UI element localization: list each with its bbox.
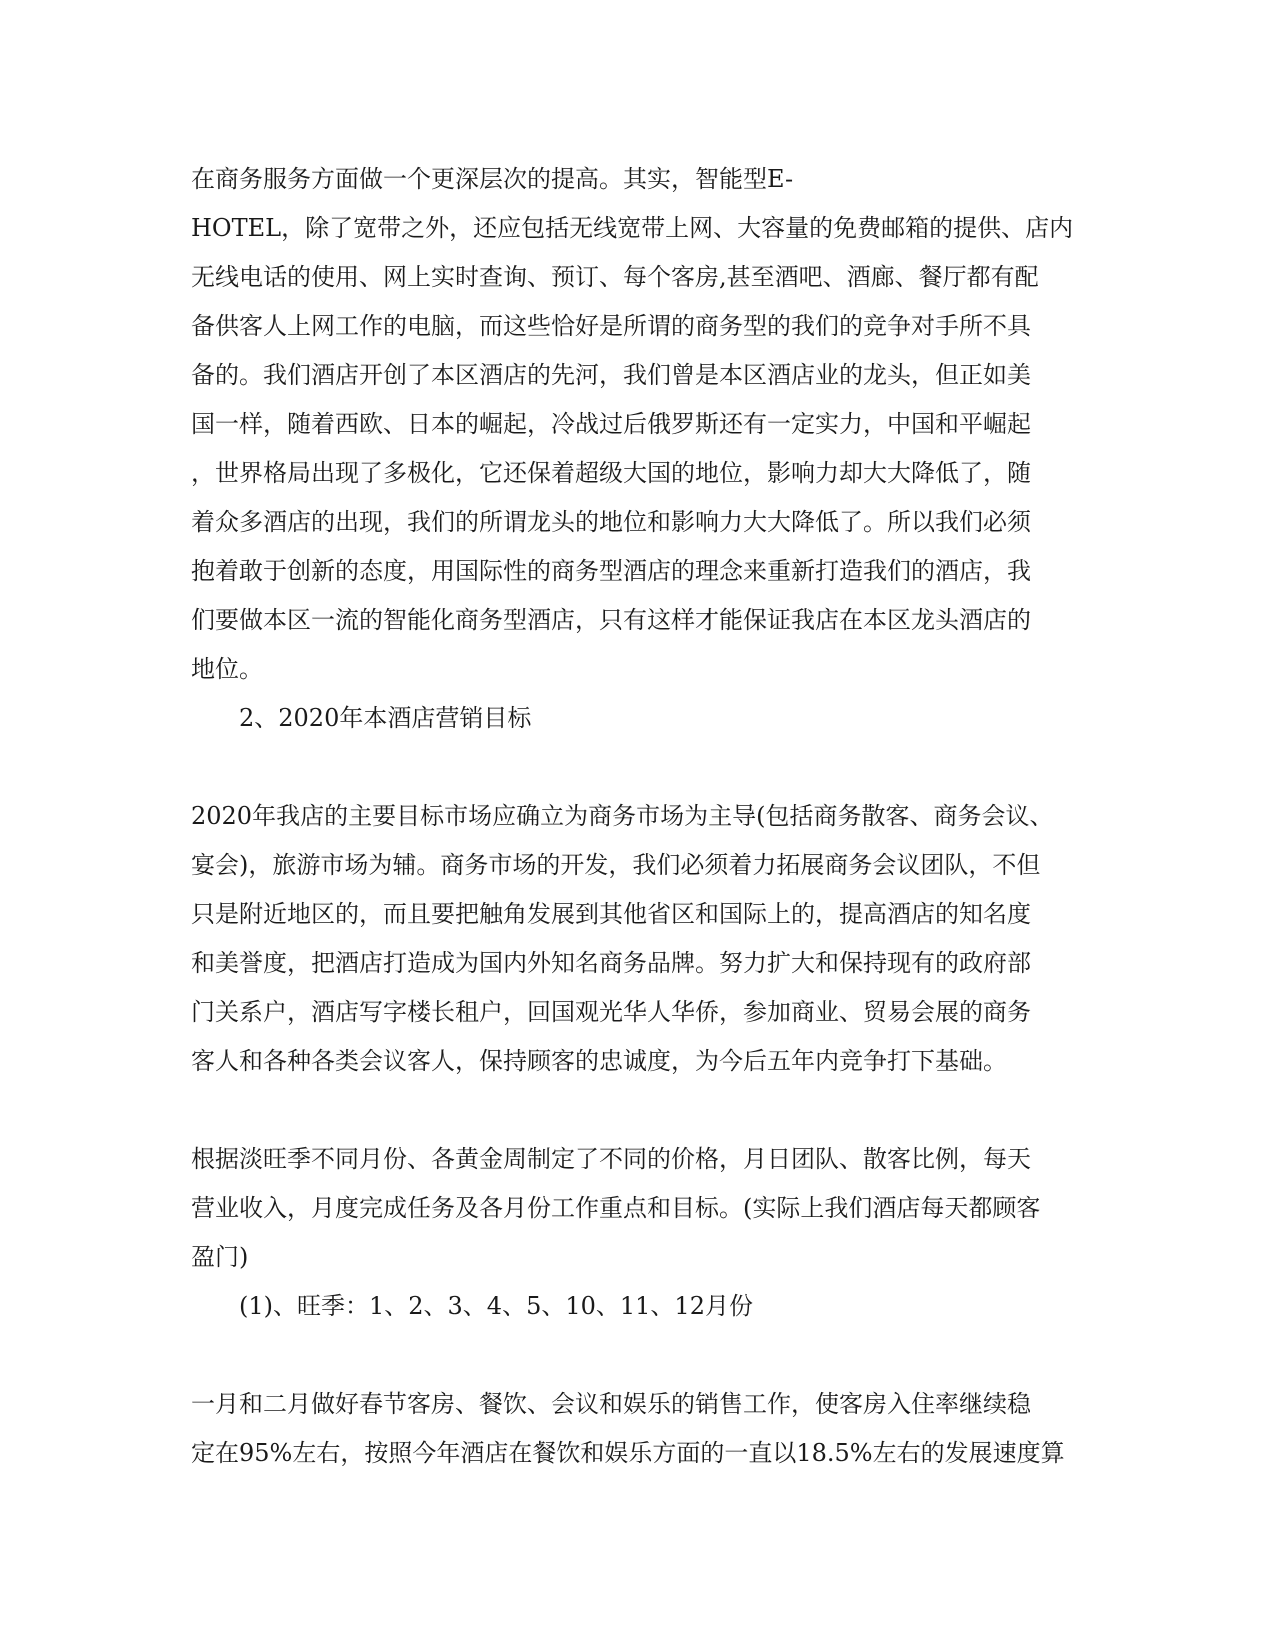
paragraph-gap bbox=[191, 743, 1084, 792]
text-line: 抱着敢于创新的态度，用国际性的商务型酒店的理念来重新打造我们的酒店，我 bbox=[191, 557, 1031, 585]
paragraph-smart-hotel bbox=[191, 155, 1084, 694]
text-line: ，世界格局出现了多极化，它还保着超级大国的地位，影响力却大大降低了，随 bbox=[191, 459, 1031, 487]
text-line: 和美誉度，把酒店打造成为国内外知名商务品牌。努力扩大和保持现有的政府部 bbox=[191, 949, 1031, 977]
text-line: 们要做本区一流的智能化商务型酒店，只有这样才能保证我店在本区龙头酒店的 bbox=[191, 606, 1031, 634]
text-line: 无线电话的使用、网上实时查询、预订、每个客房,甚至酒吧、酒廊、餐厅都有配 bbox=[191, 263, 1039, 291]
text-line: 门关系户，酒店写字楼长租户，回国观光华人华侨，参加商业、贸易会展的商务 bbox=[191, 998, 1031, 1026]
document-body bbox=[191, 155, 1084, 1478]
section-heading-marketing-goals: 2、2020年本酒店营销目标 bbox=[239, 704, 532, 732]
text-line: 地位。 bbox=[191, 655, 263, 683]
text-line: 根据淡旺季不同月份、各黄金周制定了不同的价格，月日团队、散客比例，每天 bbox=[191, 1145, 1031, 1173]
text-line: 备供客人上网工作的电脑，而这些恰好是所谓的商务型的我们的竞争对手所不具 bbox=[191, 312, 1031, 340]
paragraph-jan-feb bbox=[191, 1380, 1084, 1478]
text-line: 盈门) bbox=[191, 1243, 249, 1271]
text-line: 一月和二月做好春节客房、餐饮、会议和娱乐的销售工作，使客房入住率继续稳 bbox=[191, 1390, 1031, 1418]
text-line: 备的。我们酒店开创了本区酒店的先河，我们曾是本区酒店业的龙头，但正如美 bbox=[191, 361, 1031, 389]
text-line: 着众多酒店的出现，我们的所谓龙头的地位和影响力大大降低了。所以我们必须 bbox=[191, 508, 1031, 536]
text-line: HOTEL，除了宽带之外，还应包括无线宽带上网、大容量的免费邮箱的提供、店内 bbox=[191, 214, 1074, 242]
text-line: 2020年我店的主要目标市场应确立为商务市场为主导(包括商务散客、商务会议、 bbox=[191, 802, 1054, 830]
paragraph-pricing bbox=[191, 1135, 1084, 1282]
paragraph-target-market bbox=[191, 792, 1084, 1086]
text-line: 定在95%左右，按照今年酒店在餐饮和娱乐方面的一直以18.5%左右的发展速度算 bbox=[191, 1439, 1065, 1467]
paragraph-gap bbox=[191, 1086, 1084, 1135]
text-line: 宴会)，旅游市场为辅。商务市场的开发，我们必须着力拓展商务会议团队，不但 bbox=[191, 851, 1041, 879]
section-heading-peak-season: (1)、旺季：1、2、3、4、5、10、11、12月份 bbox=[239, 1292, 753, 1320]
text-line: 客人和各种各类会议客人，保持顾客的忠诚度，为今后五年内竞争打下基础。 bbox=[191, 1047, 1007, 1075]
text-line: 只是附近地区的，而且要把触角发展到其他省区和国际上的，提高酒店的知名度 bbox=[191, 900, 1031, 928]
paragraph-gap bbox=[191, 1331, 1084, 1380]
text-line: 在商务服务方面做一个更深层次的提高。其实，智能型E- bbox=[191, 165, 794, 193]
text-line: 国一样，随着西欧、日本的崛起，冷战过后俄罗斯还有一定实力，中国和平崛起 bbox=[191, 410, 1031, 438]
text-line: 营业收入，月度完成任务及各月份工作重点和目标。(实际上我们酒店每天都顾客 bbox=[191, 1194, 1041, 1222]
